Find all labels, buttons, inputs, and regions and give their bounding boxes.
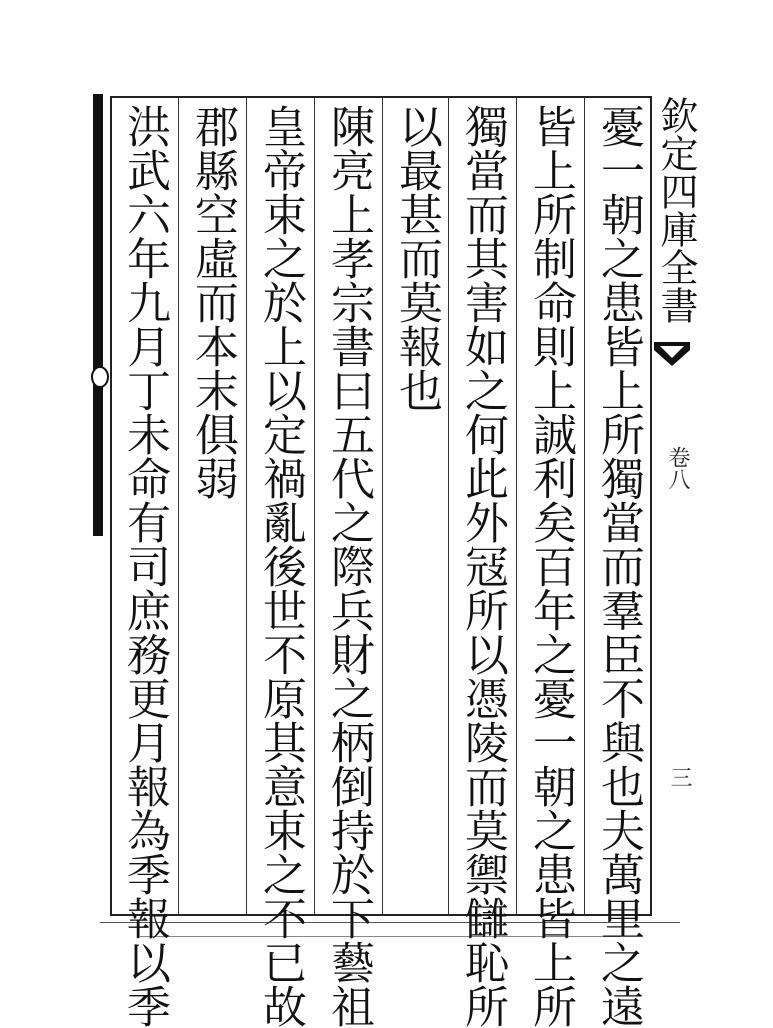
text-column-5: 陳亮上孝宗書曰五代之際兵財之柄倒持於下藝祖 [323, 104, 374, 1028]
text-column-3: 獨當而其害如之何此外冦所以憑陵而莫禦讎恥所 [457, 104, 508, 1028]
binding-hole [91, 366, 109, 388]
page-number: 三 [667, 766, 692, 788]
collection-title: 欽定四庫全書 [654, 96, 698, 324]
text-column-8: 洪武六年九月丁未命有司庶務更月報為季報以季 [119, 104, 170, 1028]
column-rule [382, 98, 383, 914]
column-rule [314, 98, 315, 914]
text-column-7: 郡縣空虛而本末俱弱 [187, 104, 238, 500]
column-rule [178, 98, 179, 914]
text-column-1: 憂一朝之患皆上所獨當而羣臣不與也夫萬里之遠 [593, 104, 644, 1028]
fish-tail-ornament-icon [652, 340, 692, 370]
frame-border-top [110, 96, 650, 98]
text-column-6: 皇帝束之於上以定禍亂後世不原其意束之不已故 [255, 104, 306, 1028]
column-rule [516, 98, 517, 914]
column-rule [448, 98, 449, 914]
text-column-2: 皆上所制命則上誠利矣百年之憂一朝之患皆上所 [525, 104, 576, 1028]
juan-label: 卷八 [665, 446, 690, 490]
column-rule [584, 98, 585, 914]
frame-border-left [110, 96, 112, 916]
binding-bar [93, 94, 103, 536]
column-rule [246, 98, 247, 914]
text-column-4: 以最甚而莫報也 [391, 104, 442, 412]
